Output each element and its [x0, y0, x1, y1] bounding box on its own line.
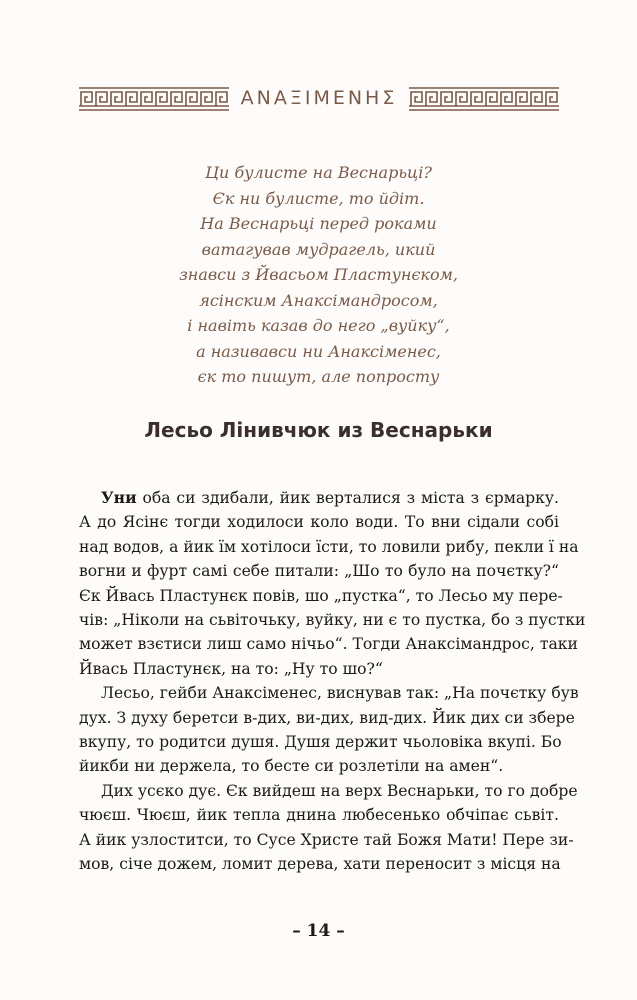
poem-line: єк то пишут, але попросту — [197, 367, 440, 386]
text-line: вкупу, то родитси душя. Душя держит чьоловіка вкупі. Бо — [79, 733, 562, 752]
page-number: – 14 – — [292, 921, 345, 941]
section-title: Лесьо Лінивчюк из Веснарьки — [144, 418, 493, 442]
text-line: Лесьо, гейби Анаксіменес, виснував так: „На почєтку був — [101, 684, 579, 703]
text-line: йикби ни держела, то бесте си розлетіли на амен“. — [79, 757, 504, 776]
poem-line: знавси з Йвасьом Пластунєком, — [179, 265, 458, 284]
text-line: вогни и фурт самі себе питали: „Шо то було на почєтку?“ — [79, 562, 559, 581]
poem-line: Єк ни булисте, то йдіт. — [212, 188, 425, 208]
header-title: ΑΝΑΞΙΜΕΝΗΣ — [240, 87, 398, 109]
text-line — [79, 486, 559, 510]
text-line: Єк Йвась Пластунєк повів, шо „пустка“, то Лесьо му пере- — [79, 586, 563, 605]
text-line: дух. З духу беретси в-дих, ви-дих, вид-дих. Йик дих си збере — [79, 708, 575, 727]
poem-line: ватагував мудрагель, икий — [201, 239, 436, 259]
running-header — [79, 86, 559, 112]
opening-word: Уни — [101, 488, 137, 507]
text-line: чюєш. Чюєш, йик тепла днина любесенько обчіпає сьвіт. — [79, 806, 559, 825]
text-line: чів: „Ніколи на сьвіточьку, вуйку, ни є то пустка, бо з пустки — [79, 611, 586, 630]
text-line: мов, січе дожем, ломит дерева, хати переносит з місця на — [79, 855, 561, 874]
text-line: А йик узлоститси, то Сусе Христе тай Божя Мати! Пере зи- — [79, 830, 574, 849]
greek-key-ornament-right — [409, 86, 559, 112]
text-line: может взєтиси лиш само нічьо“. Тогди Анаксімандрос, таки — [79, 635, 578, 654]
poem-line: а називавси ни Анаксіменес, — [196, 341, 441, 361]
poem-line: ясінским Анаксімандросом, — [199, 290, 438, 310]
epigraph-poem — [0, 160, 637, 390]
poem-line: На Веснарьці перед роками — [200, 214, 437, 233]
text-line: Дих усєко дує. Єк вийдеш на верх Веснарьки, то го добре — [101, 781, 578, 800]
text-line: Йвась Пластунєк, на то: „Ну то шо?“ — [79, 659, 383, 678]
text-line: над водов, а йик їм хотілоси їсти, то ловили рибу, пекли ї на — [79, 537, 579, 556]
opening-line-rest: оба си здибали, йик верталися з міста з єрмарку. — [136, 489, 559, 507]
text-line: А до Ясінє тогди ходилоси коло води. То вни сідали собі — [79, 513, 559, 532]
poem-line: Ци булисте на Веснарьці? — [205, 163, 432, 182]
body-text — [79, 486, 586, 877]
poem-line: і навіть казав до него „вуйку“, — [187, 316, 450, 335]
